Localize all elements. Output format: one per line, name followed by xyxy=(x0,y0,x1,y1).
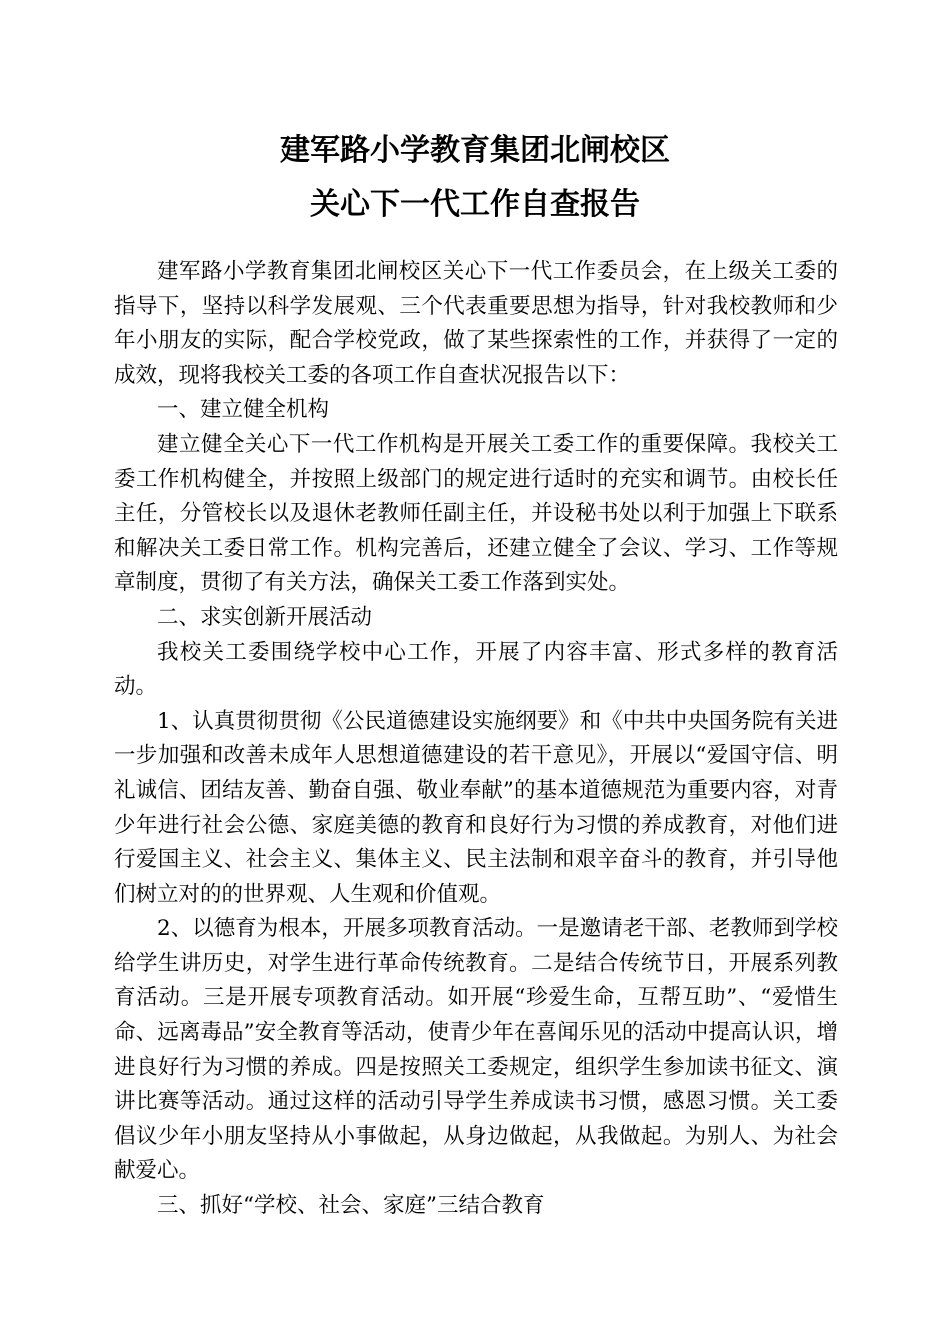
document-body xyxy=(114,255,838,1224)
intro-paragraph: 建军路小学教育集团北闸校区关心下一代工作委员会，在上级关工委的指导下，坚持以科学发展观、三个代表重要思想为指导，针对我校教师和少年小朋友的实际，配合学校党政，做了某些探索性的工作，并获得了一定的成效，现将我校关工委的各项工作自查状况报告以下： xyxy=(114,259,838,388)
title-line-1: 建军路小学教育集团北闸校区 xyxy=(280,133,670,168)
section-2-item-2-paragraph: 2、以德育为根本，开展多项教育活动。一是邀请老干部、老教师到学校给学生讲历史，对学生进行革命传统教育。二是结合传统节日，开展系列教育活动。三是开展专项教育活动。如开展“珍爱生命，互帮互助”、“爱惜生命、远离毒品”安全教育等活动，使青少年在喜闻乐见的活动中提高认识，增进良好行为习惯的养成。四是按照关工委规定，组织学生参加读书征文、演讲比赛等活动。通过这样的活动引导学生养成读书习惯，感恩习惯。关工委倡议少年小朋友坚持从小事做起，从身边做起，从我做起。为别人、为社会献爱心。 xyxy=(114,916,838,1184)
section-heading-2: 二、求实创新开展活动 xyxy=(157,604,373,630)
section-2-intro-paragraph: 我校关工委围绕学校中心工作，开展了内容丰富、形式多样的教育活动。 xyxy=(114,639,838,700)
section-heading-3: 三、抓好“学校、社会、家庭”三结合教育 xyxy=(157,1193,545,1219)
document-title xyxy=(0,124,950,232)
section-2-item-1-paragraph: 1、认真贯彻贯彻《公民道德建设实施纲要》和《中共中央国务院有关进一步加强和改善未成年人思想道德建设的若干意见》，开展以“爱国守信、明礼诚信、团结友善、勤奋自强、敬业奉献”的基本道德规范为重要内容，对青少年进行社会公德、家庭美德的教育和良好行为习惯的养成教育，对他们进行爱国主义、社会主义、集体主义、民主法制和艰辛奋斗的教育，并引导他们树立对的的世界观、人生观和价值观。 xyxy=(114,708,838,907)
section-1-paragraph: 建立健全关心下一代工作机构是开展关工委工作的重要保障。我校关工委工作机构健全，并按照上级部门的规定进行适时的充实和调节。由校长任主任，分管校长以及退休老教师任副主任，并设秘书处以利于加强上下联系和解决关工委日常工作。机构完善后，还建立健全了会议、学习、工作等规章制度，贯彻了有关方法，确保关工委工作落到实处。 xyxy=(114,431,838,596)
section-heading-1: 一、建立健全机构 xyxy=(157,397,330,423)
title-line-2: 关心下一代工作自查报告 xyxy=(310,187,640,222)
